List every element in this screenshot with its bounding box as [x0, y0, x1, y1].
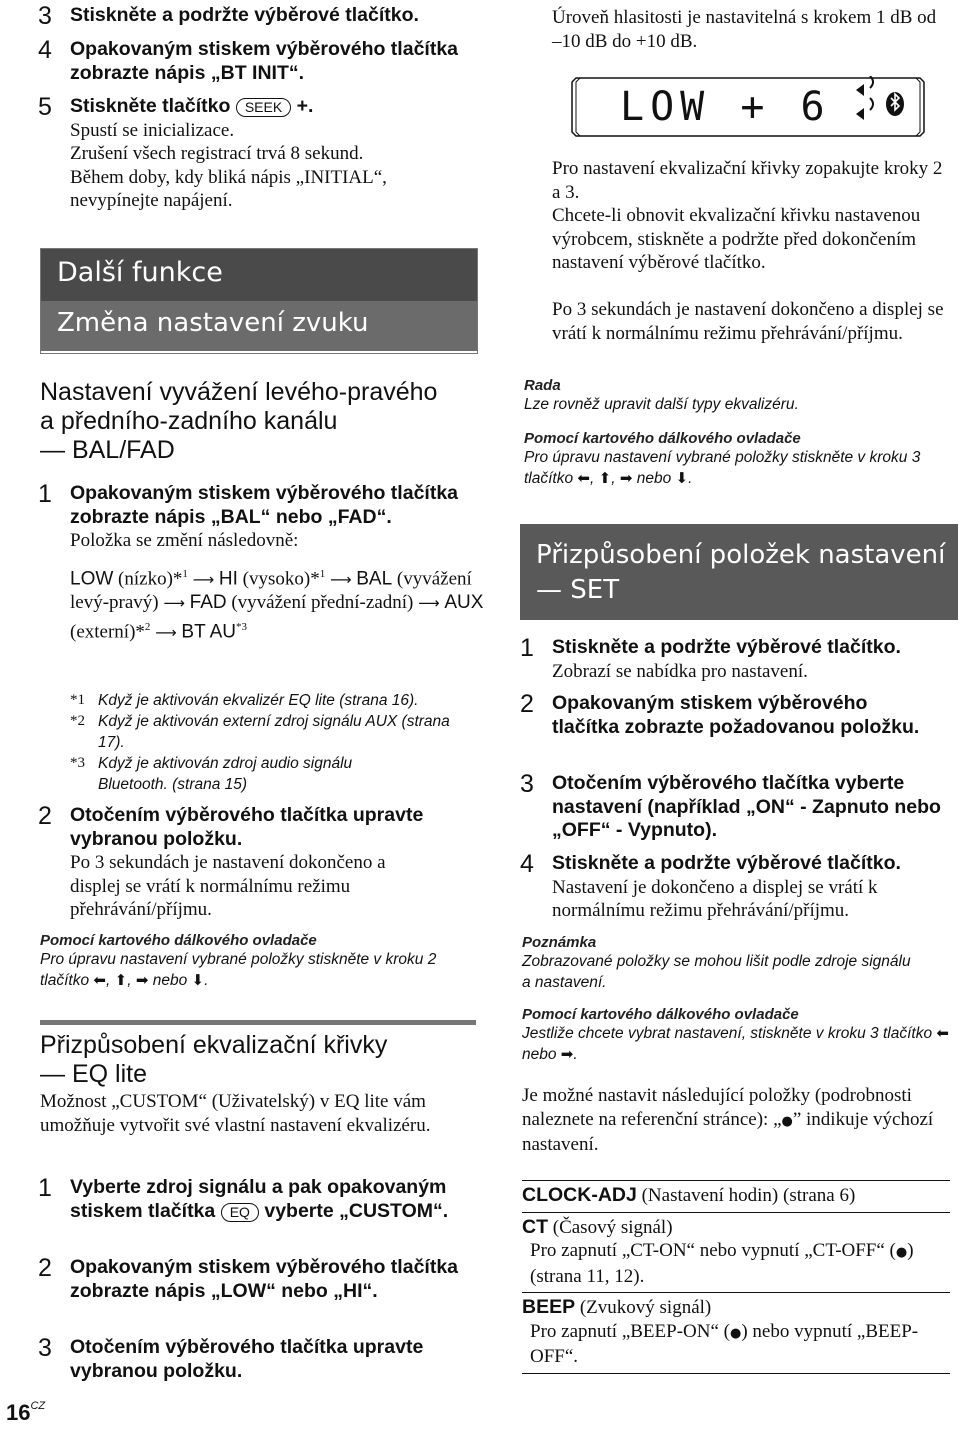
- arrow-left-icon: ⬅: [936, 1024, 949, 1042]
- step-body: Nastavení je dokončeno a displej se vrátí k normálnímu režimu přehrávání/příjmu.: [552, 876, 878, 921]
- seq-aux: AUX: [444, 592, 484, 614]
- setting-detail: [522, 1320, 930, 1369]
- page-number-value: 16: [6, 1400, 31, 1425]
- remote-tip-body: Pro úpravu nastavení vybrané položky stiskněte v kroku 3 tlačítko: [524, 449, 921, 487]
- remote-tip-title: Pomocí kartového dálkového ovladače: [522, 1006, 799, 1023]
- arrow-down-icon: ⬇: [675, 469, 689, 487]
- set-banner-line: — SET: [536, 575, 620, 605]
- setting-detail-text: Pro zapnutí „CT-ON“ nebo vypnutí „CT-OFF“ (: [530, 1240, 896, 1261]
- separator: ,: [611, 470, 616, 487]
- section-banner: [40, 248, 478, 354]
- arrow-right-icon: ➡: [560, 1045, 574, 1063]
- set-banner: [520, 524, 958, 620]
- step-number: 2: [38, 1254, 52, 1282]
- settings-intro-quote: „: [773, 1108, 782, 1130]
- seek-button-symbol: SEEK: [236, 98, 291, 117]
- page-number: [6, 1400, 45, 1426]
- settings-intro: [522, 1084, 952, 1157]
- step-body: Položka se změní následovně:: [70, 530, 299, 551]
- seq-fad-desc: (vyvážení přední-zadní): [231, 592, 414, 614]
- footnote-ref: 1: [182, 567, 188, 580]
- step-heading: Stiskněte a podržte výběrové tlačítko.: [552, 852, 901, 874]
- step-number: 4: [520, 850, 534, 878]
- remote-tip-title: Pomocí kartového dálkového ovladače: [524, 430, 801, 447]
- seq-hi: HI: [218, 567, 238, 589]
- seq-btau: BT AU: [181, 621, 236, 643]
- step-heading: Otočením výběrového tlačítka vyberte nastavení (například „ON“ - Zapnuto nebo „OFF“ - Vypnuto).: [552, 772, 941, 841]
- arrow-right-icon: ➡: [619, 469, 633, 487]
- seq-bal-desc: (vyvážení levý-pravý): [70, 567, 472, 614]
- display-illustration: [570, 76, 926, 138]
- balfad-heading-line: — BAL/FAD: [40, 436, 175, 464]
- default-marker-icon: ●: [781, 1113, 793, 1129]
- default-marker-icon: ●: [729, 1325, 742, 1341]
- seq-low-desc: (nízko)*: [118, 567, 183, 589]
- arrow-left-icon: ⬅: [93, 971, 106, 989]
- setting-label: CLOCK-ADJ: [522, 1184, 637, 1206]
- arrow-left-icon: ⬅: [577, 469, 590, 487]
- footnote-text: Když je aktivován zdroj audio signálu Bluetooth. (strana 15): [98, 755, 353, 793]
- remote-tip-text: Pro úpravu nastavení vybrané položky stiskněte v kroku 2 tlačítko ⬅, ⬆, ➡ nebo ⬇.: [40, 951, 437, 989]
- arrow-right-icon: ➡: [135, 971, 149, 989]
- step-body: Po 3 sekundách je nastavení dokončeno a displej se vrátí k normálnímu režimu přehrávání/příjmu.: [70, 852, 386, 920]
- setting-detail-text: Pro zapnutí „BEEP-ON“ (: [530, 1320, 730, 1342]
- seq-low: LOW: [70, 567, 114, 589]
- footnote-ref: *3: [235, 620, 247, 633]
- footnote-text: Když je aktivován ekvalizér EQ lite (strana 16).: [98, 692, 419, 709]
- step-number: 2: [38, 802, 52, 830]
- step-heading-text: Vyberte zdroj signálu a pak opakovaným stiskem tlačítka: [70, 1176, 447, 1222]
- step-number: 3: [38, 1334, 52, 1362]
- remote-tip-body: Pro úpravu nastavení vybrané položky stiskněte v kroku 2 tlačítko: [40, 951, 437, 989]
- step-heading: Otočením výběrového tlačítka upravte vybranou položku.: [70, 1336, 424, 1382]
- setting-item: [522, 1180, 950, 1208]
- arrow-right-icon: ⟶: [155, 623, 177, 642]
- page-language: CZ: [30, 1400, 46, 1412]
- eq-step-2: [38, 1256, 480, 1303]
- step-number: 3: [520, 770, 534, 798]
- balfad-step-2: [38, 804, 510, 922]
- seq-bal: BAL: [356, 567, 393, 589]
- setting-item: [522, 1292, 950, 1369]
- step-heading: Opakovaným stiskem výběrového tlačítka zobrazte nápis „LOW“ nebo „HI“.: [70, 1256, 459, 1302]
- note-text: Zobrazované položky se mohou lišit podle zdroje signálu a nastavení.: [522, 953, 911, 991]
- remote-tip-title: Pomocí kartového dálkového ovladače: [40, 932, 317, 949]
- remote-tip-text: Jestliže chcete vybrat nastavení, stiskněte v kroku 3 tlačítko ⬅ nebo ➡.: [522, 1024, 949, 1063]
- step-number: 3: [38, 2, 52, 30]
- arrow-right-icon: ⟶: [329, 569, 352, 588]
- set-step-2: [520, 692, 932, 739]
- step-heading-text: Stiskněte tlačítko: [70, 95, 231, 117]
- step-number: 1: [38, 1174, 52, 1202]
- remote-tip-text: Pro úpravu nastavení vybrané položky stiskněte v kroku 3 tlačítko ⬅, ⬆, ➡ nebo ⬇.: [524, 449, 921, 487]
- eq-para-1: Pro nastavení ekvalizační křivky zopakujte kroky 2 a 3.: [552, 158, 943, 203]
- balfad-heading-line: Nastavení vyvážení levého-pravého: [40, 378, 438, 406]
- footnote-mark: *1: [70, 692, 85, 708]
- set-step-4: [520, 852, 960, 923]
- footnote-mark: *2: [70, 713, 85, 729]
- step-number: 2: [520, 690, 534, 718]
- tip: [524, 377, 944, 415]
- setting-detail: [522, 1239, 950, 1288]
- eq-step-1: [38, 1176, 480, 1223]
- remote-tip-right: [524, 430, 934, 489]
- step-heading: Stiskněte a podržte výběrové tlačítko.: [552, 636, 901, 658]
- remote-tip-or: nebo: [522, 1046, 557, 1063]
- remote-tip-right-2: [522, 1006, 952, 1065]
- step-body: Zobrazí se nabídka pro nastavení.: [552, 660, 808, 682]
- note: [522, 934, 922, 993]
- separator: ,: [106, 972, 111, 989]
- eq-intro: Možnost „CUSTOM“ (Uživatelský) v EQ lite vám umožňuje vytvořit své vlastní nastavení ekvalizéru.: [40, 1091, 431, 1136]
- step-5-top: [38, 95, 490, 213]
- setting-desc: (Časový signál): [552, 1216, 673, 1238]
- set-step-3: [520, 772, 960, 843]
- setting-label: BEEP: [522, 1296, 576, 1318]
- settings-list: [522, 1176, 950, 1374]
- settings-bottom-rule: [522, 1373, 950, 1374]
- arrow-down-icon: ⬇: [191, 971, 205, 989]
- display-text: LOW + 6: [620, 84, 831, 130]
- balfad-step-1: [38, 482, 490, 645]
- footnote: [70, 753, 418, 795]
- setting-detail-suffix: ) nebo vypnutí „BEEP-OFF“.: [530, 1320, 919, 1367]
- step-number: 1: [38, 480, 52, 508]
- footnote-text: Když je aktivován externí zdroj signálu AUX (strana 17).: [98, 713, 450, 751]
- bluetooth-icon: [886, 92, 904, 116]
- step-number: 5: [38, 93, 52, 121]
- banner-subtitle: Změna nastavení zvuku: [57, 308, 369, 338]
- eq-para-2: Chcete-li obnovit ekvalizační křivku nastavenou výrobcem, stiskněte a podržte před dokončením nastavení výběrové tlačítko.: [552, 205, 921, 273]
- seq-aux-desc: (externí)*: [70, 621, 145, 643]
- arrow-up-icon: ⬆: [598, 469, 612, 487]
- footnote-mark: *3: [70, 755, 85, 771]
- banner-title-bar: [41, 249, 477, 301]
- remote-tip: [40, 932, 460, 991]
- section-divider: [40, 1020, 476, 1025]
- bluetooth-signal-icon: [856, 76, 873, 120]
- default-marker-icon: ●: [895, 1245, 908, 1260]
- tip-text: Lze rovněž upravit další typy ekvalizéru.: [524, 396, 799, 413]
- tip-title: Rada: [524, 377, 561, 394]
- eq-para-3: Po 3 sekundách je nastavení dokončeno a displej se vrátí k normálnímu režimu přehrávání/příjmu.: [552, 299, 944, 344]
- eq-heading-line: Přizpůsobení ekvalizační křivky: [40, 1031, 388, 1059]
- eq-step-3: [38, 1336, 510, 1383]
- banner-title: Další funkce: [57, 257, 223, 288]
- footnote: [70, 711, 480, 753]
- step-3-top: [38, 4, 510, 28]
- step-body-line: Během doby, kdy bliká nápis „INITIAL“, nevypínejte napájení.: [70, 166, 387, 211]
- step-body-line: Spustí se inicializace.: [70, 119, 235, 141]
- footnotes: [70, 690, 480, 795]
- eq-heading: [40, 1031, 480, 1089]
- step-heading: Stiskněte a podržte výběrové tlačítko.: [70, 4, 419, 26]
- remote-tip-or: nebo: [152, 972, 188, 989]
- footnote-ref: 1: [319, 567, 326, 580]
- set-banner-title: [536, 538, 945, 608]
- step-heading: Opakovaným stiskem výběrového tlačítka zobrazte požadovanou položku.: [552, 692, 920, 738]
- footnote-ref: 2: [144, 620, 151, 633]
- step-heading: Opakovaným stiskem výběrového tlačítka zobrazte nápis „BAL“ nebo „FAD“.: [70, 482, 459, 528]
- step-heading: [70, 1176, 480, 1223]
- remote-tip-or: nebo: [636, 470, 672, 487]
- seq-fad: FAD: [189, 592, 227, 614]
- step-4-top: [38, 38, 490, 85]
- setting-detail-suffix: ) (strana 11, 12).: [530, 1240, 914, 1287]
- arrow-right-icon: ⟶: [192, 569, 215, 588]
- separator: ,: [127, 972, 132, 989]
- set-banner-line: Přizpůsobení položek nastavení: [536, 540, 946, 570]
- arrow-up-icon: ⬆: [114, 971, 128, 989]
- footnote: [70, 690, 480, 711]
- step-heading: [70, 95, 490, 119]
- eq-button-symbol: EQ: [221, 1203, 259, 1222]
- balfad-heading-line: a předního-zadního kanálu: [40, 407, 338, 435]
- balfad-heading: [40, 378, 480, 465]
- step-body-line: Zrušení všech registrací trvá 8 sekund.: [70, 143, 364, 164]
- settings-intro-suffix: ” indikuje výchozí nastavení.: [522, 1108, 934, 1155]
- step-heading: Opakovaným stiskem výběrového tlačítka zobrazte nápis „BT INIT“.: [70, 38, 459, 84]
- setting-item: [522, 1212, 950, 1289]
- banner-subtitle-bar: [41, 301, 477, 351]
- setting-desc: (Zvukový signál): [579, 1297, 712, 1318]
- arrow-right-icon: ⟶: [163, 594, 185, 613]
- setting-sequence: [70, 563, 490, 645]
- remote-tip-body: Jestliže chcete vybrat nastavení, stiskněte v kroku 3 tlačítko: [522, 1025, 933, 1042]
- setting-desc: (Nastavení hodin) (strana 6): [641, 1185, 856, 1206]
- arrow-right-icon: ⟶: [418, 594, 440, 613]
- step-heading-suffix: vyberte „CUSTOM“.: [264, 1199, 449, 1222]
- step-number: 4: [38, 36, 52, 64]
- eq-heading-line: — EQ lite: [40, 1060, 147, 1088]
- step-number: 1: [520, 634, 534, 662]
- settings-intro-text: Je možné nastavit následující položky (podrobnosti naleznete na referenční stránce):: [522, 1085, 912, 1130]
- set-step-1: [520, 636, 960, 683]
- note-title: Poznámka: [522, 934, 597, 951]
- setting-label: CT: [522, 1215, 548, 1238]
- step-heading-suffix: +.: [296, 95, 314, 117]
- separator: ,: [590, 470, 595, 487]
- step-heading: Otočením výběrového tlačítka upravte vybranou položku.: [70, 804, 424, 850]
- volume-text: Úroveň hlasitosti je nastavitelná s krokem 1 dB od –10 dB do +10 dB.: [552, 7, 937, 52]
- seq-hi-desc: (vysoko)*: [242, 567, 320, 589]
